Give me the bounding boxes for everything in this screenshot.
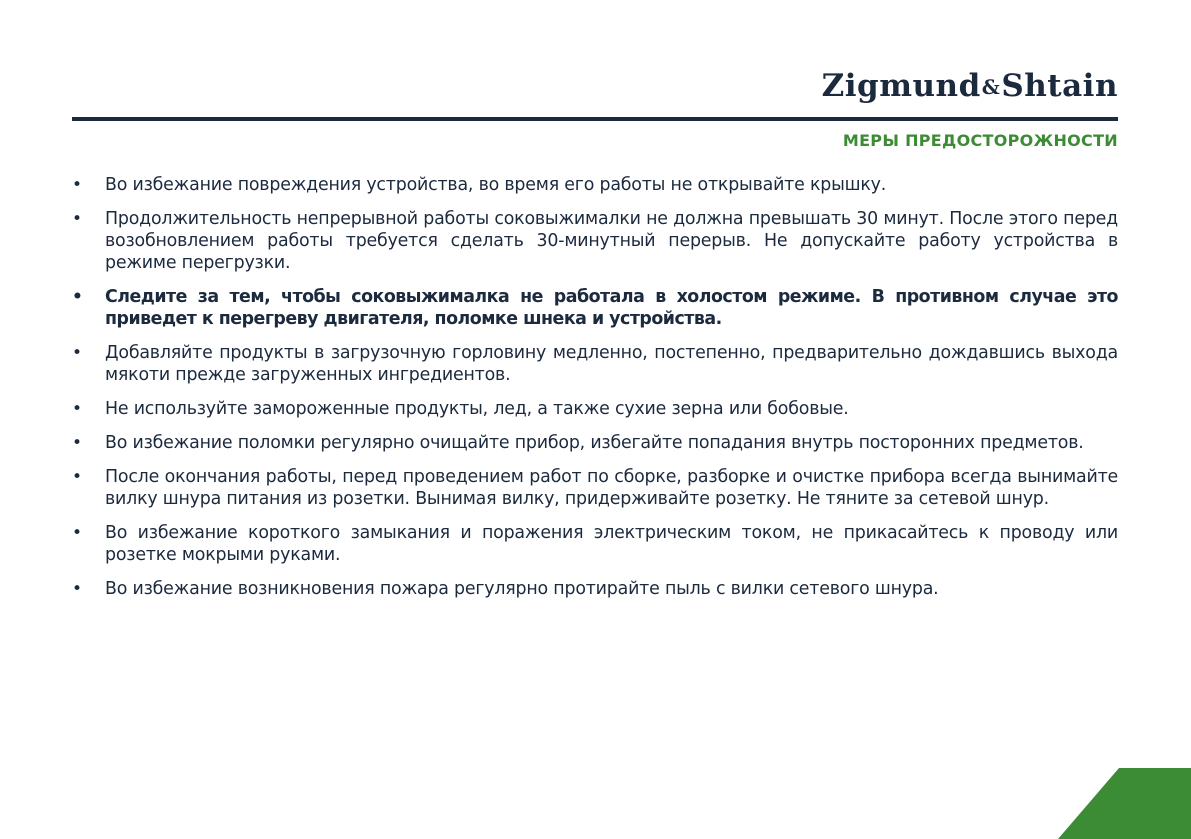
list-item: • Продолжительность непрерывной работы соковыжималки не должна превышать 30 минут. После этого перед возобновлением работы требуется сделать 30-минутный перерыв. Не допускайте работу устройства в режиме перегрузки. (72, 208, 1118, 274)
brand-name-left: Zigmund (821, 68, 981, 104)
header-divider (72, 117, 1118, 121)
list-item: • Во избежание повреждения устройства, во время его работы не открывайте крышку. (72, 174, 1118, 196)
precautions-list (72, 174, 1118, 612)
list-item: • Не используйте замороженные продукты, лед, а также сухие зерна или бобовые. (72, 398, 1118, 420)
brand-name-right: Shtain (1001, 68, 1118, 104)
list-item: • Во избежание поломки регулярно очищайте прибор, избегайте попадания внутрь посторонних предметов. (72, 432, 1118, 454)
brand-logo (822, 68, 1118, 104)
list-item: • Во избежание возникновения пожара регулярно протирайте пыль с вилки сетевого шнура. (72, 578, 1118, 600)
corner-triangle (1058, 768, 1191, 839)
list-item-warning: • Следите за тем, чтобы соковыжималка не работала в холостом режиме. В противном случае это приведет к перегреву двигателя, поломке шнека и устройства. (72, 286, 1118, 330)
section-title: МЕРЫ ПРЕДОСТОРОЖНОСТИ (842, 131, 1118, 150)
list-item: • Добавляйте продукты в загрузочную горловину медленно, постепенно, предварительно дождавшись выхода мякоти прежде загруженных ингредиентов. (72, 342, 1118, 386)
brand-ampersand: & (981, 75, 1001, 99)
corner-decoration (1058, 768, 1191, 839)
list-item: • После окончания работы, перед проведением работ по сборке, разборке и очистке прибора всегда вынимайте вилку шнура питания из розетки. Вынимая вилку, придерживайте розетку. Не тяните за сетевой шнур. (72, 466, 1118, 510)
list-item: • Во избежание короткого замыкания и поражения электрическим током, не прикасайтесь к проводу или розетке мокрыми руками. (72, 522, 1118, 566)
